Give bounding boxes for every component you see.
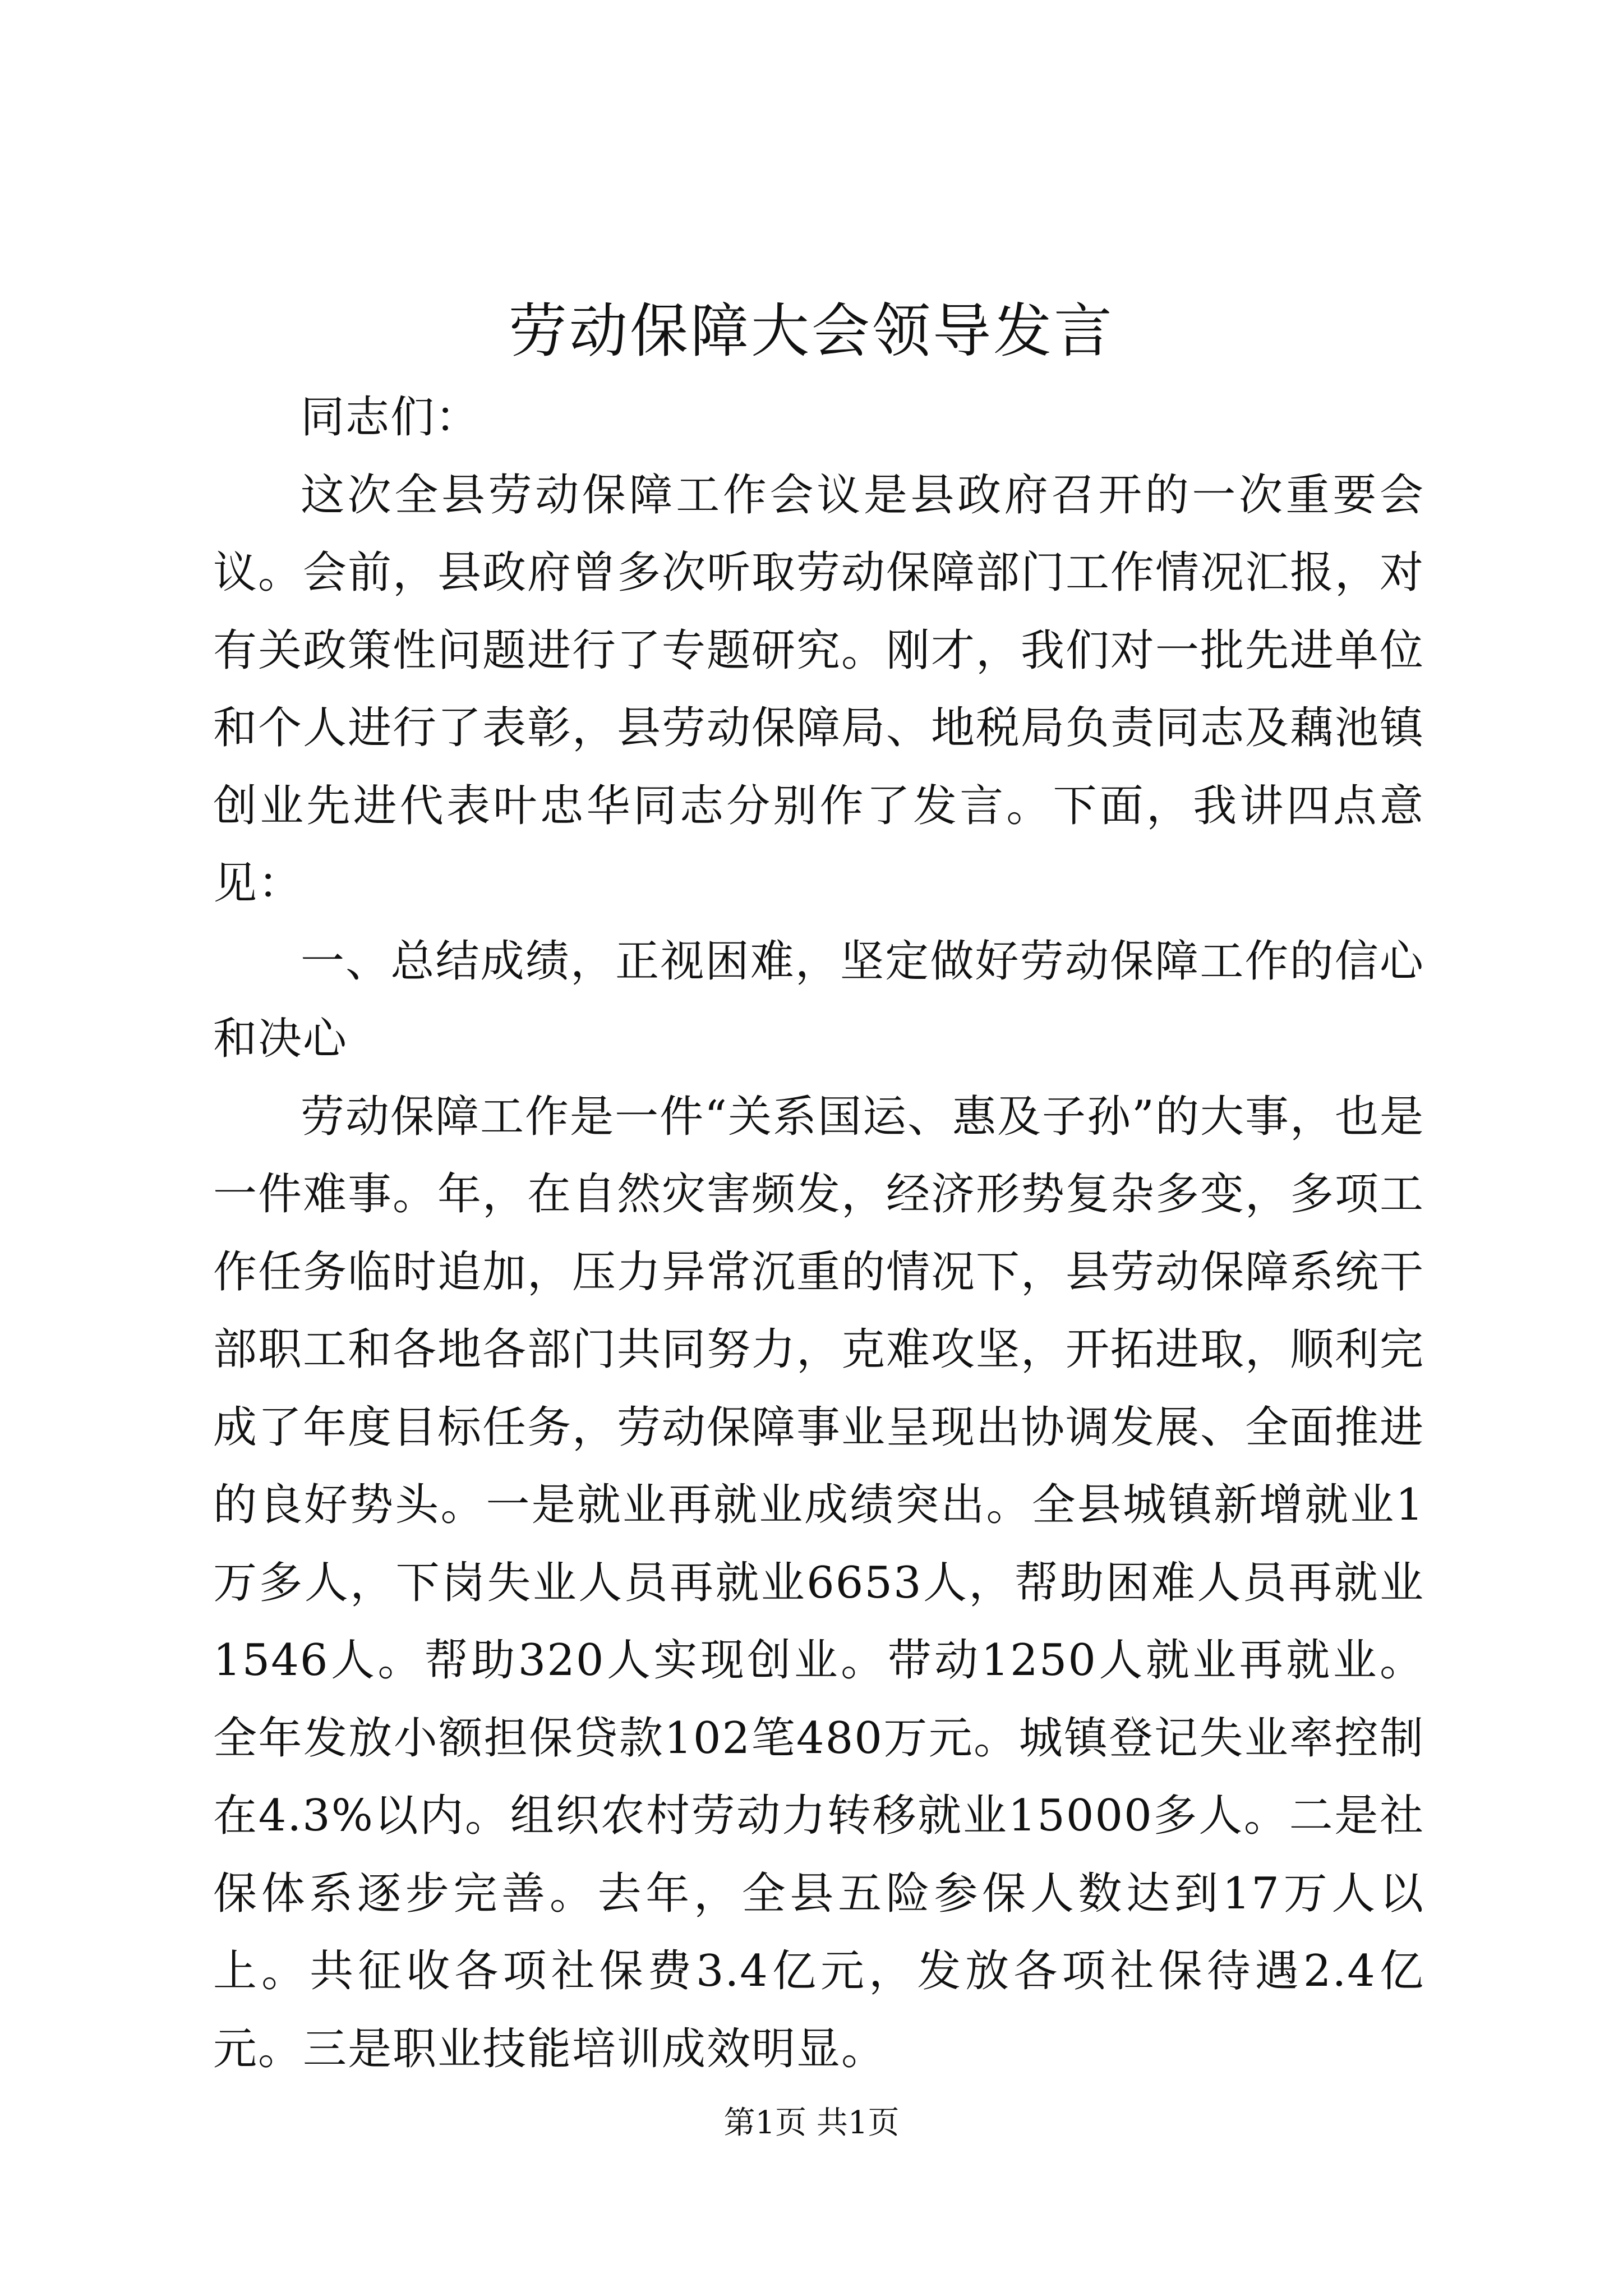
document-body <box>213 379 1424 2088</box>
intro-paragraph: 这次全县劳动保障工作会议是县政府召开的一次重要会议。会前，县政府曾多次听取劳动保障部门工作情况汇报，对有关政策性问题进行了专题研究。刚才，我们对一批先进单位和个人进行了表彰，县劳动保障局、地税局负责同志及藕池镇创业先进代表叶忠华同志分别作了发言。下面，我讲四点意见： <box>213 470 1425 909</box>
page-footer: 第1页 共1页 <box>723 2105 900 2141</box>
achievements-paragraph: 劳动保障工作是一件“关系国运、惠及子孙”的大事，也是一件难事。年，在自然灾害频发，经济形势复杂多变，多项工作任务临时追加，压力异常沉重的情况下，县劳动保障系统干部职工和各地各部门共同努力，克难攻坚，开拓进取，顺利完成了年度目标任务，劳动保障事业呈现出协调发展、全面推进的良好势头。一是就业再就业成绩突出。全县城镇新增就业1万多人，下岗失业人员再就业6653人，帮助困难人员再就业1546人。帮助320人实现创业。带动1250人就业再就业。全年发放小额担保贷款102笔480万元。城镇登记失业率控制在4.3%以内。组织农村劳动力转移就业15000多人。二是社保体系逐步完善。去年，全县五险参保人数达到17万人以上。共征收各项社保费3.4亿元，发放各项社保待遇2.4亿元。三是职业技能培训成效明显。 <box>213 1091 1425 2074</box>
document-title: 劳动保障大会领导发言 <box>508 297 1114 365</box>
section-heading-paragraph: 一、总结成绩，正视困难，坚定做好劳动保障工作的信心和决心 <box>213 936 1424 1064</box>
salutation-paragraph: 同志们： <box>301 392 481 443</box>
